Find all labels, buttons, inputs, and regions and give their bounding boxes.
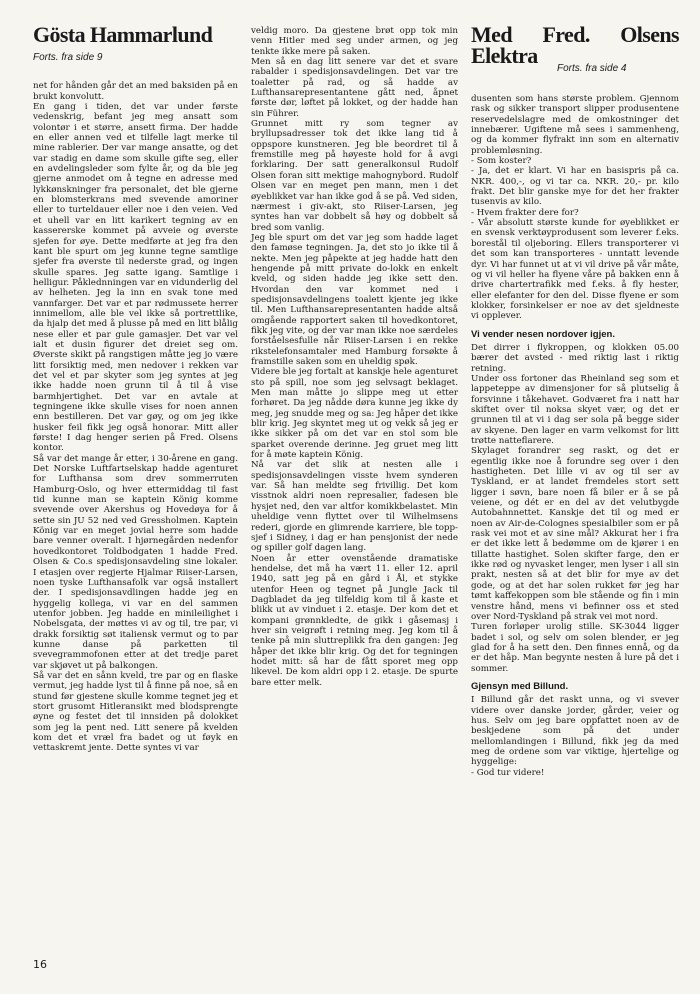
page-number: 16 (33, 958, 47, 971)
body-paragraph: Under oss fortoner das Rheinland seg som et lappeteppe av dimensjoner for så plutselig å forsvinne i tåkehavet. Godværet fra i natt har skiftet over til noksa skyet vær, og det er grunnen til at vi i dag ser sola på begge sider av skyene. Den lager en varm velkomst for litt trøtte natteflarere. (471, 373, 679, 446)
body-paragraph: Så var det en sånn kveld, tre par og en flaske vermut, jeg hadde lyst til å finne på noe, så en stund før gjestene skulle komme tegnet jeg et stort grusomt Hitleransikt med blodsprengte øyne og festet det til innsiden på dolokket som jeg la pent ned. Litt senere på kvelden kom det et vræl fra badet og ut føyk en vettaskremt jente. Dette syntes vi var (33, 670, 238, 754)
body-paragraph: Videre ble jeg fortalt at kanskje hele agenturet sto på spill, noe som jeg selvsagt beklaget. Men man måtte jo slippe meg ut etter forhøret. Da jeg nådde døra kunne jeg ikke dy meg, jeg snudde meg og sa: Jeg håper det ikke blir krig. Jeg skyntet meg ut og vekk så jeg er ikke sikker på om det var en stol som ble sparket overende derinne. Jeg gruet meg litt for å møte kaptein König. (251, 367, 458, 461)
body-paragraph: Noen år etter ovenstående dramatiske hendelse, det må ha vært 11. eller 12. april 1940, satt jeg på en gård i Ål, et stykke utenfor Heen og tegnet på Jungle Jack til Dagbladet da jeg tilfeldig kom til å kaste et blikk ut av vinduet i 2. etasje. Der kom det et kompani grønnkledte, de gikk i gåsemasj i hver sin veigrøft i retning meg. Jeg kom til å tenke på min sluttreplikk fra den gangen: Jeg håper det ikke blir krig. Og det for tegningen hodet mitt: så har de fått sporet meg opp likevel. De kom aldri opp i 2. etasje. De spurte bare etter melk. (251, 553, 458, 688)
column-3 (471, 24, 679, 778)
body-paragraph: Skylaget forandrer seg raskt, og det er egentlig ikke noe å forundre seg over i den hastigheten. Det lille vi av og til ser av Tyskland, er at landet fremdeles stort sett ligger i søvn, bare noen få biler er å se på veiene, og dét er en del av det velutbygde Autobahnnettet. Kanskje det til og med er noen av Air-de-Colognes spesialbiler som er på rask vei mot et av sine mål? Akkurat her i fra er det ikke lett å bedømme om de kjører i en tillatte hastighet. Solen skifter farge, den er ikke rød og nyvasket lenger, men lyser i all sin prakt, nesten så at det blir for mye av det gode, og at det har solen rukket før jeg har tømt kaffekoppen som ble stående og fin i min venstre hånd, mens vi befinner oss et sted over Nord-Tyskland på strak vei mot nord. (471, 446, 679, 622)
body-paragraph: Jeg ble spurt om det var jeg som hadde laget den famøse tegningen. Ja, det sto jo ikke til å nekte. Men jeg påpekte at jeg hadde hatt den hengende på mitt private do-lokk en enkelt kveld, og siden hadde jeg ikke sett den. Hvordan den var kommet ned i spedisjonsavdelingens toalett kjente jeg ikke til. Men Lufthansarepresentanten hadde altså omgående rapportert saken til hovedkontoret, fikk jeg vite, og der var man ikke noe særdeles forståelsesfulle når Riiser-Larsen i en rekke rikstelefonsamtaler med Hamburg forsøkte å framstille saken som en uheldig spøk. (251, 232, 458, 367)
section-heading: Gjensyn med Billund. (471, 680, 569, 692)
headline-elektra: Med Fred. Olsens Elektra (471, 22, 679, 68)
body-paragraph: En gang i tiden, det var under første vedenskrig, befant jeg meg ansatt som volontør i et større, ansett firma. Der hadde en eller annen ved et tilfelle lagt merke til mine rablerier. Der var mange ansatte, og det var stadig en dame som skulle gifte seg, eller en avdelingsleder som fylte år, og da ble jeg gjerne anmodet om å tegne en adresse med lykkønskninger fra personalet, det ble gjerne en blomsterkrans med svevende amoriner eller to turteldauer eller noe i den veien. Ved et uhell var en litt karikert tegning av en kassererske kommet på avveie og øverste sjefen for øye. Dette medførte at jeg fra den kant ble spurt om jeg kunne tegne samtlige sjefer fra øverste til nederste grad, og ingen skulle spares. Jeg satte igang. Samtlige i helligur. Påklednningen var en vidunderlig del av helheten. Jeg la inn en svak tone med vannfarger. Det var et par rødmussete herrer innimellom, alle ble vel ikke så portrettlike, da hjalp det med å plusse på med en litt blålig nese eller et par gule gamasjer. Det var vel ialt et dusin figurer det dreiet seg om. Øverste skikt på rangstigen måtte jeg jo være litt forsiktig med, men nedover i rekken var det vel et par skyter som jeg syntes at jeg ikke hadde noen grunn til å til å vise barmhjertighet. Det var en avtale at tegningene ikke skulle vises for noen annen enn bestilleren. Det var gøy, og om jeg ikke husker feil fikk jeg også honorar. Mitt aller første! I dag henger serien på Fred. Olsens kontor. (33, 102, 238, 454)
body-paragraph: dusenten som hans største problem. Gjennom rask og sikker transport slipper produsentene reservedelslagre med de omkostninger det innebærer. Ugiftene må sees i sammenheng, og da kommer flyfrakt inn som en alternativ problemløsning. (471, 94, 679, 156)
headline-hammarlund: Gösta Hammarlund (33, 22, 213, 47)
body-paragraph: - Ja, det er klart. Vi har en basispris på ca. NKR. 400,-, og vi tar ca. NKR. 20,- pr. kilo frakt. Det blir ganske mye for det her frakter tusenvis av kilo. (471, 166, 679, 208)
section-heading: Vi vender nesen nordover igjen. (471, 328, 615, 340)
body-paragraph: Grunnet mitt ry som tegner av bryllupsadresser tok det ikke lang tid å oppspore kunstneren. Jeg ble beordret til å fremstille meg på høyeste hold for å avgi forklaring. Der satt generalkonsul Rudolf Olsen foran sitt mektige mahognybord. Rudolf Olsen var en meget pen mann, men i det øyeblikket var han ikke god å se på. Ved siden, nærmest i giv-akt, sto Riiser-Larsen, jeg syntes han var dobbelt så høy og dobbelt så bred som vanlig. (251, 119, 458, 233)
headline-block (471, 24, 679, 86)
continued-from-label: Forts. fra side 9 (33, 52, 103, 63)
body-paragraph: Men så en dag litt senere var det et svare rabalder i spedisjonsavdelingen. Det var tre toaletter på rad, og så hadde av Lufthansarepresentantene gått ned, åpnet første dør, løftet på lokket, og der hadde han sin Führer. (251, 57, 458, 119)
body-paragraph: - Som koster? (471, 156, 532, 167)
body-paragraph: Turen forløper urolig stille. SK-3044 ligger badet i sol, og selv om solen blender, er jeg glad for å ha sett den. Den finnes ennå, og da er det håp. Man begynte nesten å lure på det i sommer. (471, 622, 679, 674)
column-2 (251, 26, 458, 688)
body-paragraph: I Billund går det raskt unna, og vi svever videre over danske jorder, gårder, veier og hus. Selv om jeg bare oppfattet noen av de beskjedene som på det under mellomlandingen i Billund, fikk jeg da med meg de ordene som var viktige, hjertelige og hyggelige: (471, 695, 679, 768)
body-paragraph: Det dirrer i flykroppen, og klokken 05.00 bærer det avsted - med riktig last i riktig retning. (471, 342, 679, 374)
continued-from-label: Forts. fra side 4 (557, 63, 627, 74)
body-paragraph: Så var det mange år etter, i 30-årene en gang. Det Norske Luftfartselskap hadde agenturet for Lufthansa som drev sommerruten Hamburg-Oslo, og hver ettermiddag til fast tid kunne man se kaptein König komme svevende over Akershus og Hovedøya for å sette sin JU 52 ned ved Gressholmen. Kaptein König var en meget jovial herre som hadde bare venner overalt. I hjørnegården nedenfor hovedkontoret Toldbodgaten 1 hadde Fred. Olsen & Co.s spedisjonsavdeling sine lokaler. I etasjen over regjerte Hjalmar Riiser-Larsen, noen tyske Lufthansafolk var også installert der. I spedisjonsavdlingen hadde jeg en hyggelig kollega, vi var en del sammen utenfor jobben. Jeg hadde en minileilighet i Nobelsgata, der møttes vi av og til, tre par, vi drakk forsiktig søt italiensk vermut og to par kunne danse på parketten til svevegrammofonen etter at det tredje paret var skjøvet ut på balkongen. (33, 453, 238, 671)
column-1 (33, 24, 238, 754)
body-paragraph: - God tur videre! (471, 767, 545, 778)
body-paragraph: net for hånden går det an med baksiden på en brukt konvolutt. (33, 81, 238, 102)
body-paragraph: - Vår absolutt største kunde for øyeblikket er en svensk verktøyprodusent som leverer f.eks. borestål til oljeboring. Ellers transporterer vi det som kan transporteres - unntatt levende dyr. Vi har funnet ut at vi vil drive på vår måte, og vi vil heller ha flyene våre på bakken enn å drive chartertrafikk med f.eks. å fly hester, eller elefanter for den del. Disse flyene er som klokker, forsinkelser er noe av det sjeldneste vi opplever. (471, 218, 679, 322)
body-paragraph: Nå var det slik at nesten alle i spedisjonsavdelingen visste hvem synderen var. Så han meldte seg frivillig. Det kom visstnok aldri noen represalier, fadesen ble hysjet ned, den var altfor komikkbelastet. Min uheldige venn flyttet over til Wilhelmsens rederi, gjorde en glimrende karriere, ble topp-sjef i Sidney, i dag er han pensjonist der nede og spiller golf dagen lang. (251, 460, 458, 554)
body-paragraph: - Hvem frakter dere for? (471, 207, 579, 218)
body-paragraph: veldig moro. Da gjestene brøt opp tok min venn Hitler med seg under armen, og jeg tenkte ikke mere på saken. (251, 26, 458, 57)
